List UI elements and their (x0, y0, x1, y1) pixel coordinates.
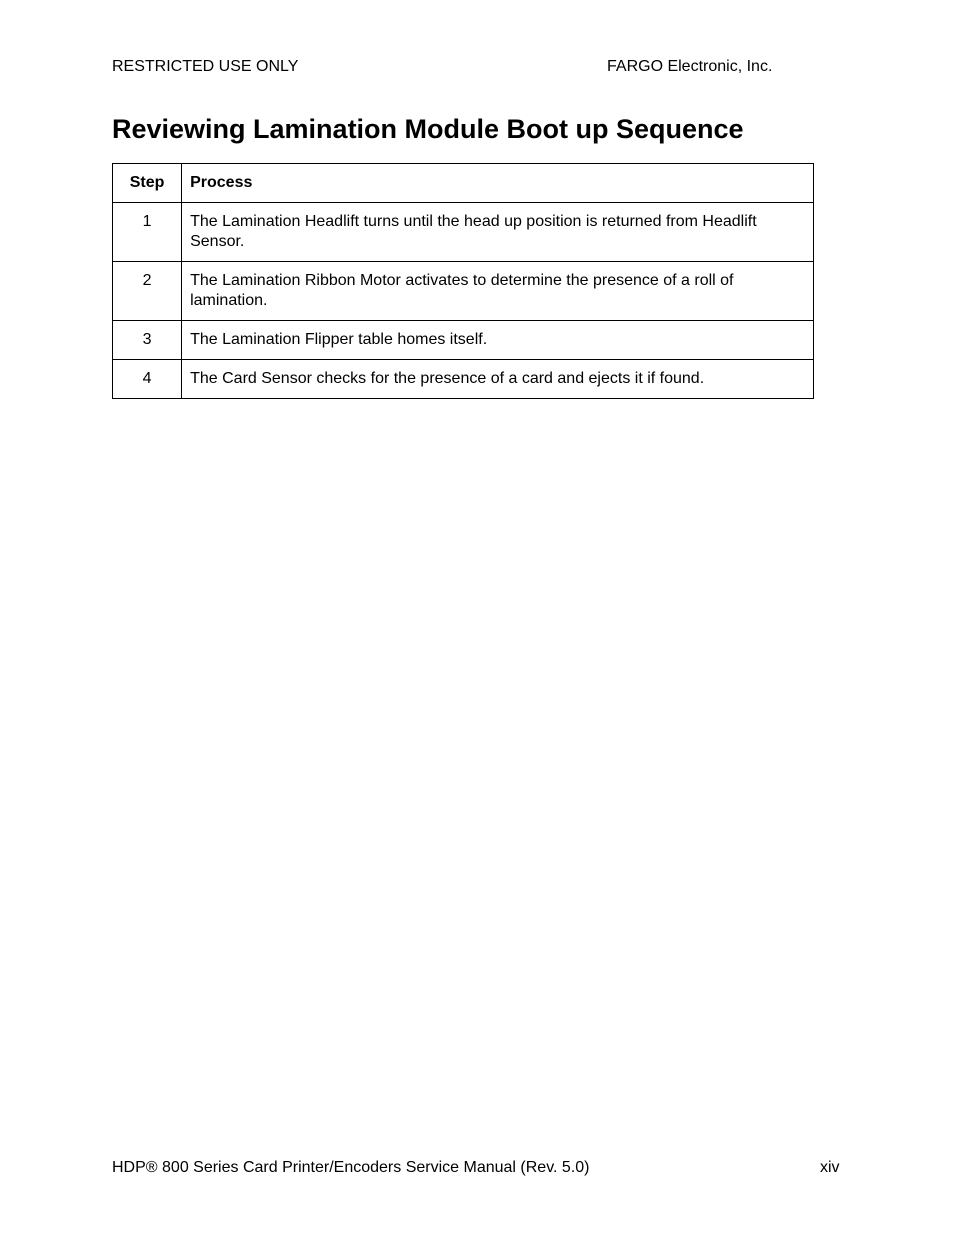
step-number: 1 (113, 203, 182, 262)
page-number: xiv (820, 1159, 840, 1176)
process-description: The Lamination Headlift turns until the head up position is returned from Headlift Sensor. (182, 203, 814, 262)
table-header-row (113, 164, 814, 203)
process-description: The Card Sensor checks for the presence of a card and ejects it if found. (182, 360, 814, 399)
table-row (113, 262, 814, 321)
step-number: 3 (113, 321, 182, 360)
column-header-step: Step (113, 164, 182, 203)
column-header-process: Process (182, 164, 814, 203)
step-number: 4 (113, 360, 182, 399)
table-row (113, 321, 814, 360)
page-title: Reviewing Lamination Module Boot up Sequence (112, 114, 744, 144)
footer-manual-title: HDP® 800 Series Card Printer/Encoders Service Manual (Rev. 5.0) (112, 1159, 590, 1176)
header-right-text: FARGO Electronic, Inc. (607, 58, 773, 75)
header-left-text: RESTRICTED USE ONLY (112, 58, 299, 75)
process-description: The Lamination Flipper table homes itself. (182, 321, 814, 360)
process-description: The Lamination Ribbon Motor activates to determine the presence of a roll of lamination. (182, 262, 814, 321)
boot-sequence-table (112, 163, 814, 399)
step-number: 2 (113, 262, 182, 321)
table-row (113, 203, 814, 262)
table-row (113, 360, 814, 399)
